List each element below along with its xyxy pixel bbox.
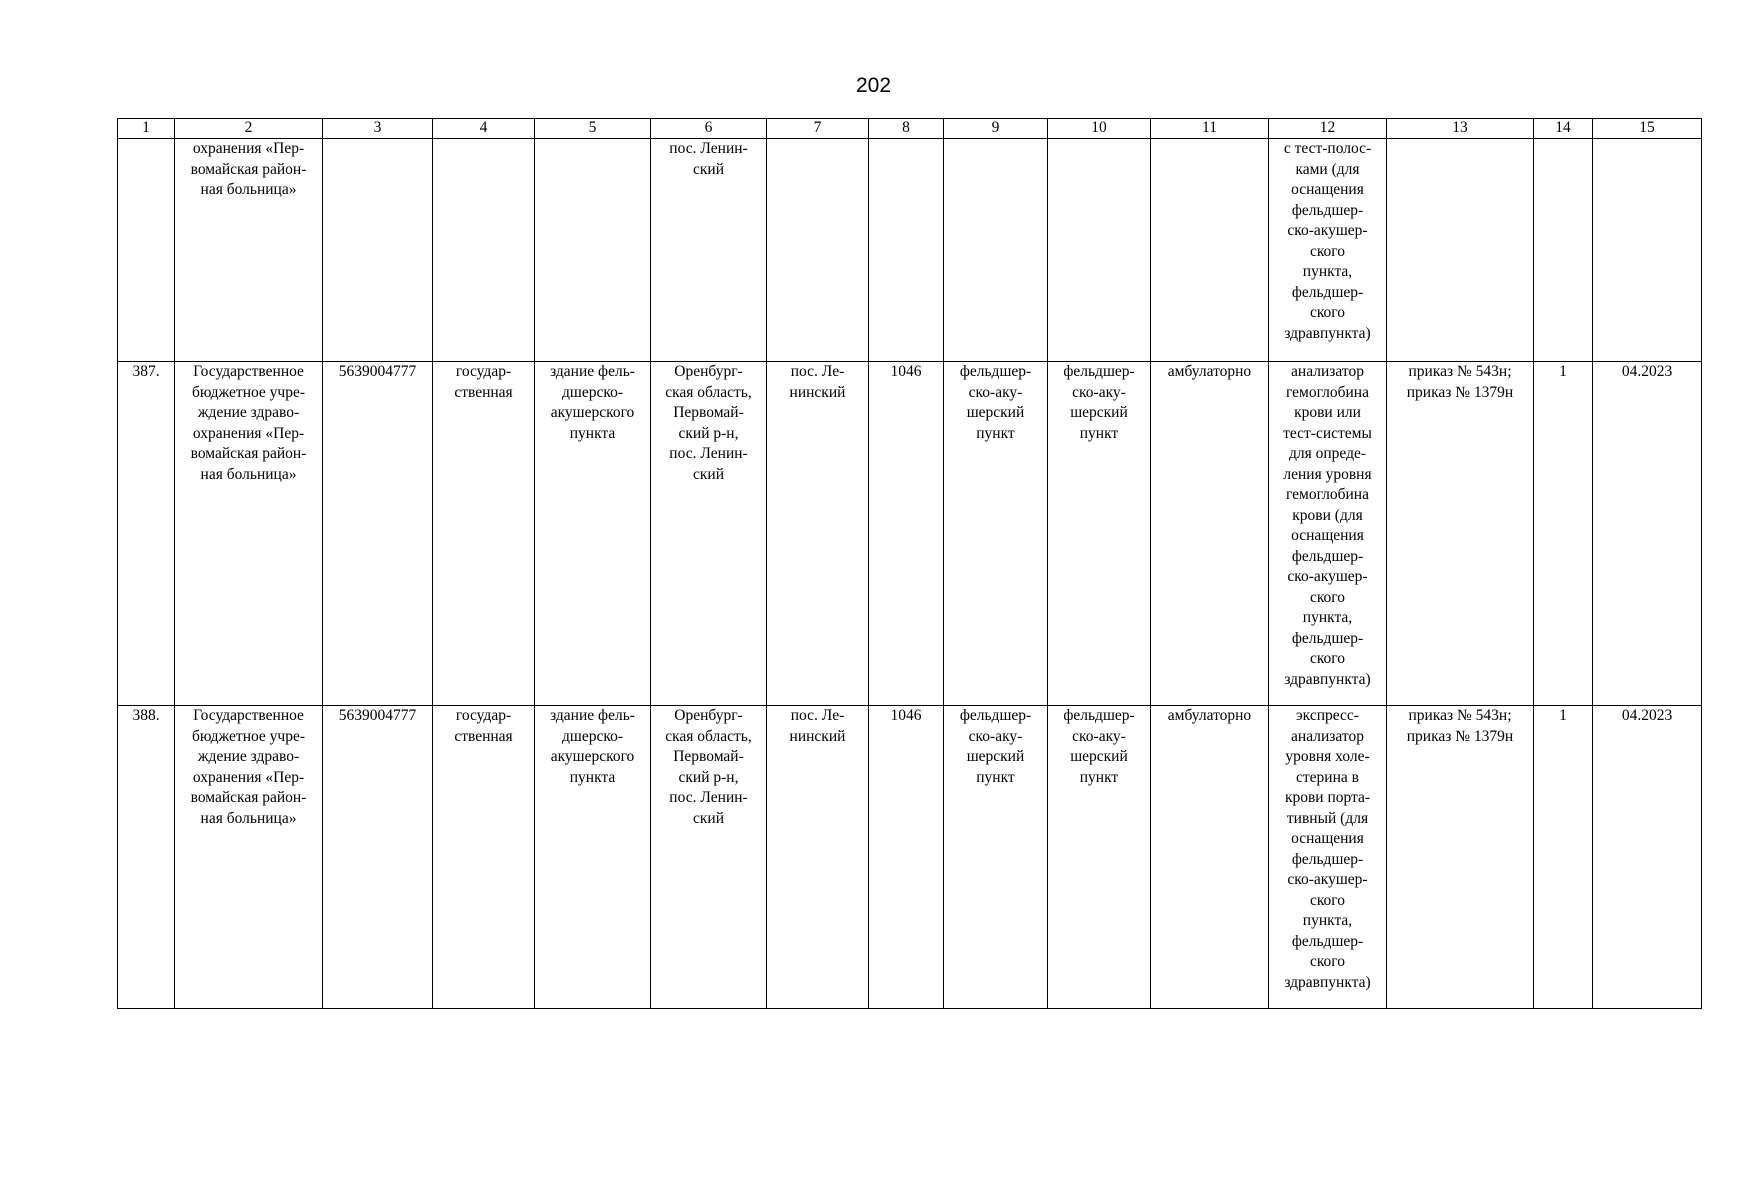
cell-building	[535, 139, 651, 362]
cell-address: Оренбург- ская область, Первомай- ский р-н, пос. Ленин- ский	[651, 706, 767, 1009]
column-header: 11	[1151, 119, 1269, 139]
column-header: 7	[767, 119, 869, 139]
column-header: 12	[1269, 119, 1387, 139]
cell-settlement: пос. Ле- нинский	[767, 706, 869, 1009]
cell-quantity	[1534, 139, 1593, 362]
cell-ownership: государ- ственная	[433, 362, 535, 706]
cell-care-condition	[1151, 139, 1269, 362]
column-header: 10	[1048, 119, 1151, 139]
cell-code	[869, 139, 944, 362]
cell-ownership	[433, 139, 535, 362]
cell-building: здание фель- дшерско- акушерского пункта	[535, 362, 651, 706]
column-header: 13	[1387, 119, 1534, 139]
cell-address: Оренбург- ская область, Первомай- ский р-н, пос. Ленин- ский	[651, 362, 767, 706]
column-header: 9	[944, 119, 1048, 139]
cell-unit-type: фельдшер- ско-аку- шерский пункт	[944, 362, 1048, 706]
cell-address: пос. Ленин- ский	[651, 139, 767, 362]
cell-quantity: 1	[1534, 362, 1593, 706]
table-row-388	[118, 706, 1702, 1009]
cell-quantity: 1	[1534, 706, 1593, 1009]
cell-unit-name	[1048, 139, 1151, 362]
column-header: 1	[118, 119, 175, 139]
column-header: 4	[433, 119, 535, 139]
cell-unit-type: фельдшер- ско-аку- шерский пункт	[944, 706, 1048, 1009]
cell-care-condition: амбулаторно	[1151, 706, 1269, 1009]
cell-equipment: экспресс- анализатор уровня холе- стерина в крови порта- тивный (для оснащения фельдшер- ско-акушер- ского пункта, фельдшер- ского здравпункта)	[1269, 706, 1387, 1009]
cell-ownership: государ- ственная	[433, 706, 535, 1009]
cell-date: 04.2023	[1593, 362, 1702, 706]
cell-order: приказ № 543н; приказ № 1379н	[1387, 362, 1534, 706]
cell-code: 1046	[869, 362, 944, 706]
cell-row-number	[118, 139, 175, 362]
cell-row-number: 388.	[118, 706, 175, 1009]
cell-building: здание фель- дшерско- акушерского пункта	[535, 706, 651, 1009]
table-row-continued	[118, 139, 1702, 362]
cell-inn: 5639004777	[323, 706, 433, 1009]
cell-organization: Государственное бюджетное учре- ждение здраво- охранения «Пер- вомайская район- ная больница»	[175, 706, 323, 1009]
cell-unit-name: фельдшер- ско-аку- шерский пункт	[1048, 362, 1151, 706]
cell-order	[1387, 139, 1534, 362]
table-row-387	[118, 362, 1702, 706]
column-header: 3	[323, 119, 433, 139]
cell-settlement	[767, 139, 869, 362]
column-header: 14	[1534, 119, 1593, 139]
column-header: 15	[1593, 119, 1702, 139]
page-number: 202	[855, 74, 892, 97]
cell-equipment: анализатор гемоглобина крови или тест-системы для опреде- ления уровня гемоглобина крови (для оснащения фельдшер- ско-акушер- ского пункта, фельдшер- ского здравпункта)	[1269, 362, 1387, 706]
cell-unit-type	[944, 139, 1048, 362]
column-header: 2	[175, 119, 323, 139]
cell-inn	[323, 139, 433, 362]
cell-inn: 5639004777	[323, 362, 433, 706]
column-header: 6	[651, 119, 767, 139]
registry-table	[117, 118, 1702, 1009]
cell-unit-name: фельдшер- ско-аку- шерский пункт	[1048, 706, 1151, 1009]
cell-settlement: пос. Ле- нинский	[767, 362, 869, 706]
cell-date	[1593, 139, 1702, 362]
cell-equipment: с тест-полос- ками (для оснащения фельдшер- ско-акушер- ского пункта, фельдшер- ского здравпункта)	[1269, 139, 1387, 362]
column-number-row	[118, 119, 1702, 139]
cell-order: приказ № 543н; приказ № 1379н	[1387, 706, 1534, 1009]
column-header: 8	[869, 119, 944, 139]
cell-row-number: 387.	[118, 362, 175, 706]
cell-care-condition: амбулаторно	[1151, 362, 1269, 706]
cell-organization: охранения «Пер- вомайская район- ная больница»	[175, 139, 323, 362]
cell-date: 04.2023	[1593, 706, 1702, 1009]
cell-organization: Государственное бюджетное учре- ждение здраво- охранения «Пер- вомайская район- ная больница»	[175, 362, 323, 706]
cell-code: 1046	[869, 706, 944, 1009]
column-header: 5	[535, 119, 651, 139]
